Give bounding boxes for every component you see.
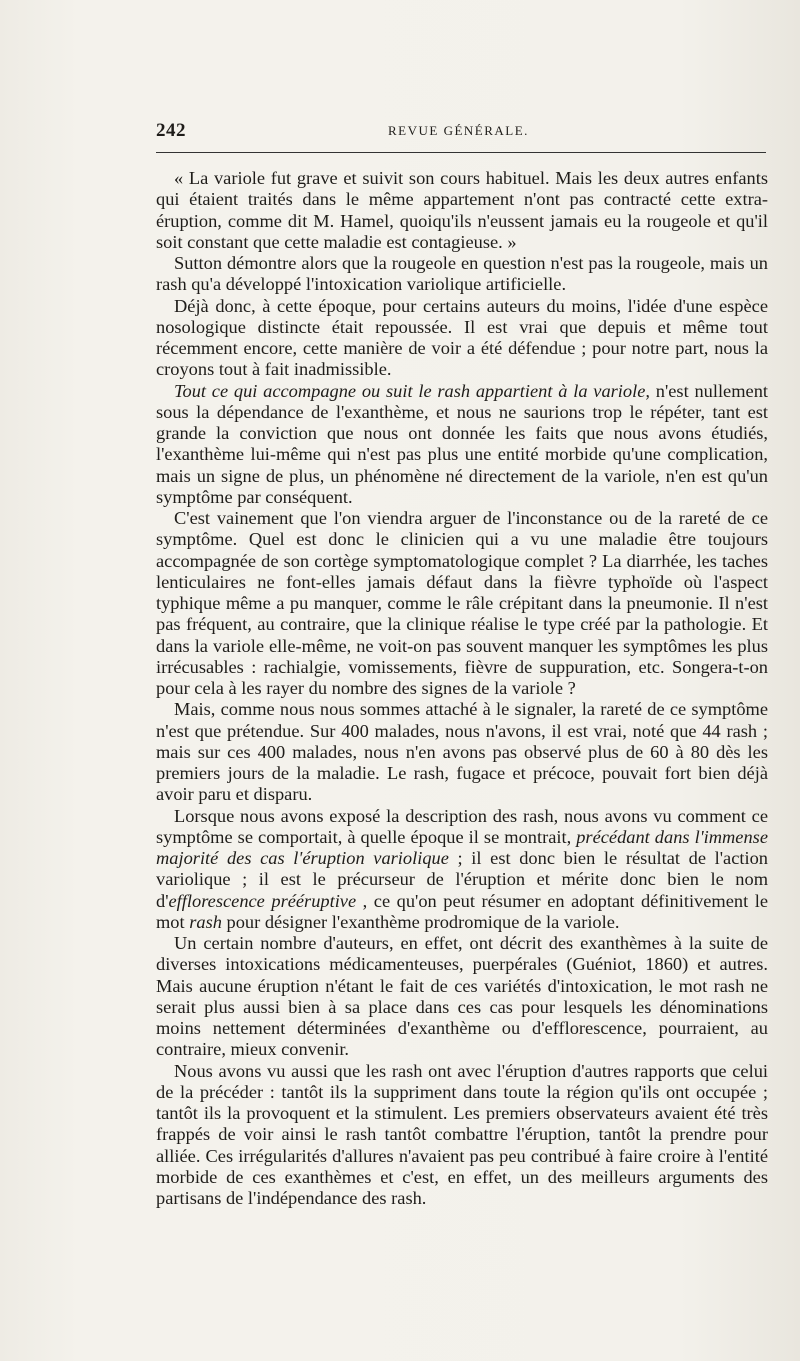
paragraph [156,253,768,296]
header-rule [156,152,766,153]
text-run: Un certain nombre d'auteurs, en effet, ont décrit des exanthèmes à la suite de diverses intoxications médicamenteuses, puerpérales (Guéniot, 1860) et autres. Mais aucune éruption n'étant le fait de ces variétés d'intoxication, le mot rash ne serait plus aussi bien à sa place dans ces cas pour lesquels les dénominations moins nettement déterminées d'exanthème ou d'efflorescence, pourraient, au contraire, mieux convenir. [156,933,768,1060]
italic-text: rash [189,911,222,932]
text-run: , ce qu'on peut résumer en adoptant définitivement le mot [156,890,768,932]
text-run: « La variole fut grave et suivit son cours habituel. Mais les deux autres enfants qui étaient traités dans le même appartement n'ont pas contracté cette extra-éruption, comme dit M. Hamel, quoiqu'ils n'eussent jamais eu la rougeole et qu'il soit constant que cette maladie est contagieuse. » [156,168,768,252]
text-run: ; il est donc bien le résultat de l'action variolique ; il est le précurseur de l'éruption et mérite donc bien le nom d' [156,848,768,911]
paragraph [156,168,768,253]
paragraph [156,1061,768,1210]
paragraph [156,933,768,1061]
text-run: n'est nullement sous la dépendance de l'exanthème, et nous ne saurions trop le répéter, tant est grande la conviction que nous ont donnée les faits que nous avons étudiés, l'exanthème lui-même qui n'est pas plus une entité morbide qu'une complication, mais un signe de plus, un phénomène né directement de la variole, n'en est qu'un symptôme par conséquent. [156,380,768,507]
paragraph [156,381,768,509]
text-run: Lorsque nous avons exposé la description des rash, nous avons vu comment ce symptôme se comportait, à quelle époque il se montrait, [156,805,768,847]
text-run: C'est vainement que l'on viendra arguer de l'inconstance ou de la rareté de ce symptôme. Quel est donc le clinicien qui a vu une maladie être toujours accompagnée de son cortège symptomatologique complet ? La diarrhée, les taches lenticulaires ne font-elles jamais défaut dans la fièvre typhoïde où l'aspect typhique même a pu manquer, comme le râle crépitant dans la pneumonie. Il n'est pas fréquent, au contraire, que la clinique réalise le type créé par la pathologie. Et dans la variole elle-même, ne voit-on pas souvent manquer les symptômes les plus irrécusables : rachialgie, vomissements, fièvre de suppuration, etc. Songera-t-on pour cela à les rayer du nombre des signes de la variole ? [156,508,768,698]
page-header [156,120,766,144]
paragraph [156,699,768,805]
paragraph [156,296,768,381]
text-run: Mais, comme nous nous sommes attaché à le signaler, la rareté de ce symptôme n'est que prétendue. Sur 400 malades, nous n'avons, il est vrai, noté que 44 rash ; mais sur ces 400 malades, nous n'en avons pas observé plus de 60 à 80 dès les premiers jours de la maladie. Le rash, fugace et précoce, pouvait fort bien déjà avoir paru et disparu. [156,699,768,805]
italic-text: efflorescence prééruptive [168,890,357,911]
page-number: 242 [156,120,186,141]
text-run: pour désigner l'exanthème prodromique de la variole. [221,911,620,932]
body-text [156,168,768,1209]
paragraph [156,508,768,699]
italic-text: précédant dans l'immense majorité des cas l'éruption variolique [156,826,768,868]
text-run: Sutton démontre alors que la rougeole en question n'est pas la rougeole, mais un rash qu'a développé l'intoxication variolique artificielle. [156,253,768,295]
paragraph [156,806,768,934]
running-head: REVUE GÉNÉRALE. [388,123,529,138]
text-run: Nous avons vu aussi que les rash ont avec l'éruption d'autres rapports que celui de la précéder : tantôt ils la suppriment dans toute la région qu'ils ont occupée ; tantôt ils la provoquent et la stimulent. Les premiers observateurs avaient été très frappés de voir ainsi le rash tantôt combattre l'éruption, tantôt la prendre pour alliée. Ces irrégularités d'allures n'avaient pas peu contribué à faire croire à l'entité morbide de ces exanthèmes et c'est, en effet, un des meilleurs arguments des partisans de l'indépendance des rash. [156,1060,768,1208]
italic-text: Tout ce qui accompagne ou suit le rash appartient à la variole, [174,380,650,401]
text-run: Déjà donc, à cette époque, pour certains auteurs du moins, l'idée d'une espèce nosologique distincte était repoussée. Il est vrai que depuis et même tout récemment encore, cette manière de voir a été défendue ; pour notre part, nous la croyons tout à fait inadmissible. [156,295,768,380]
